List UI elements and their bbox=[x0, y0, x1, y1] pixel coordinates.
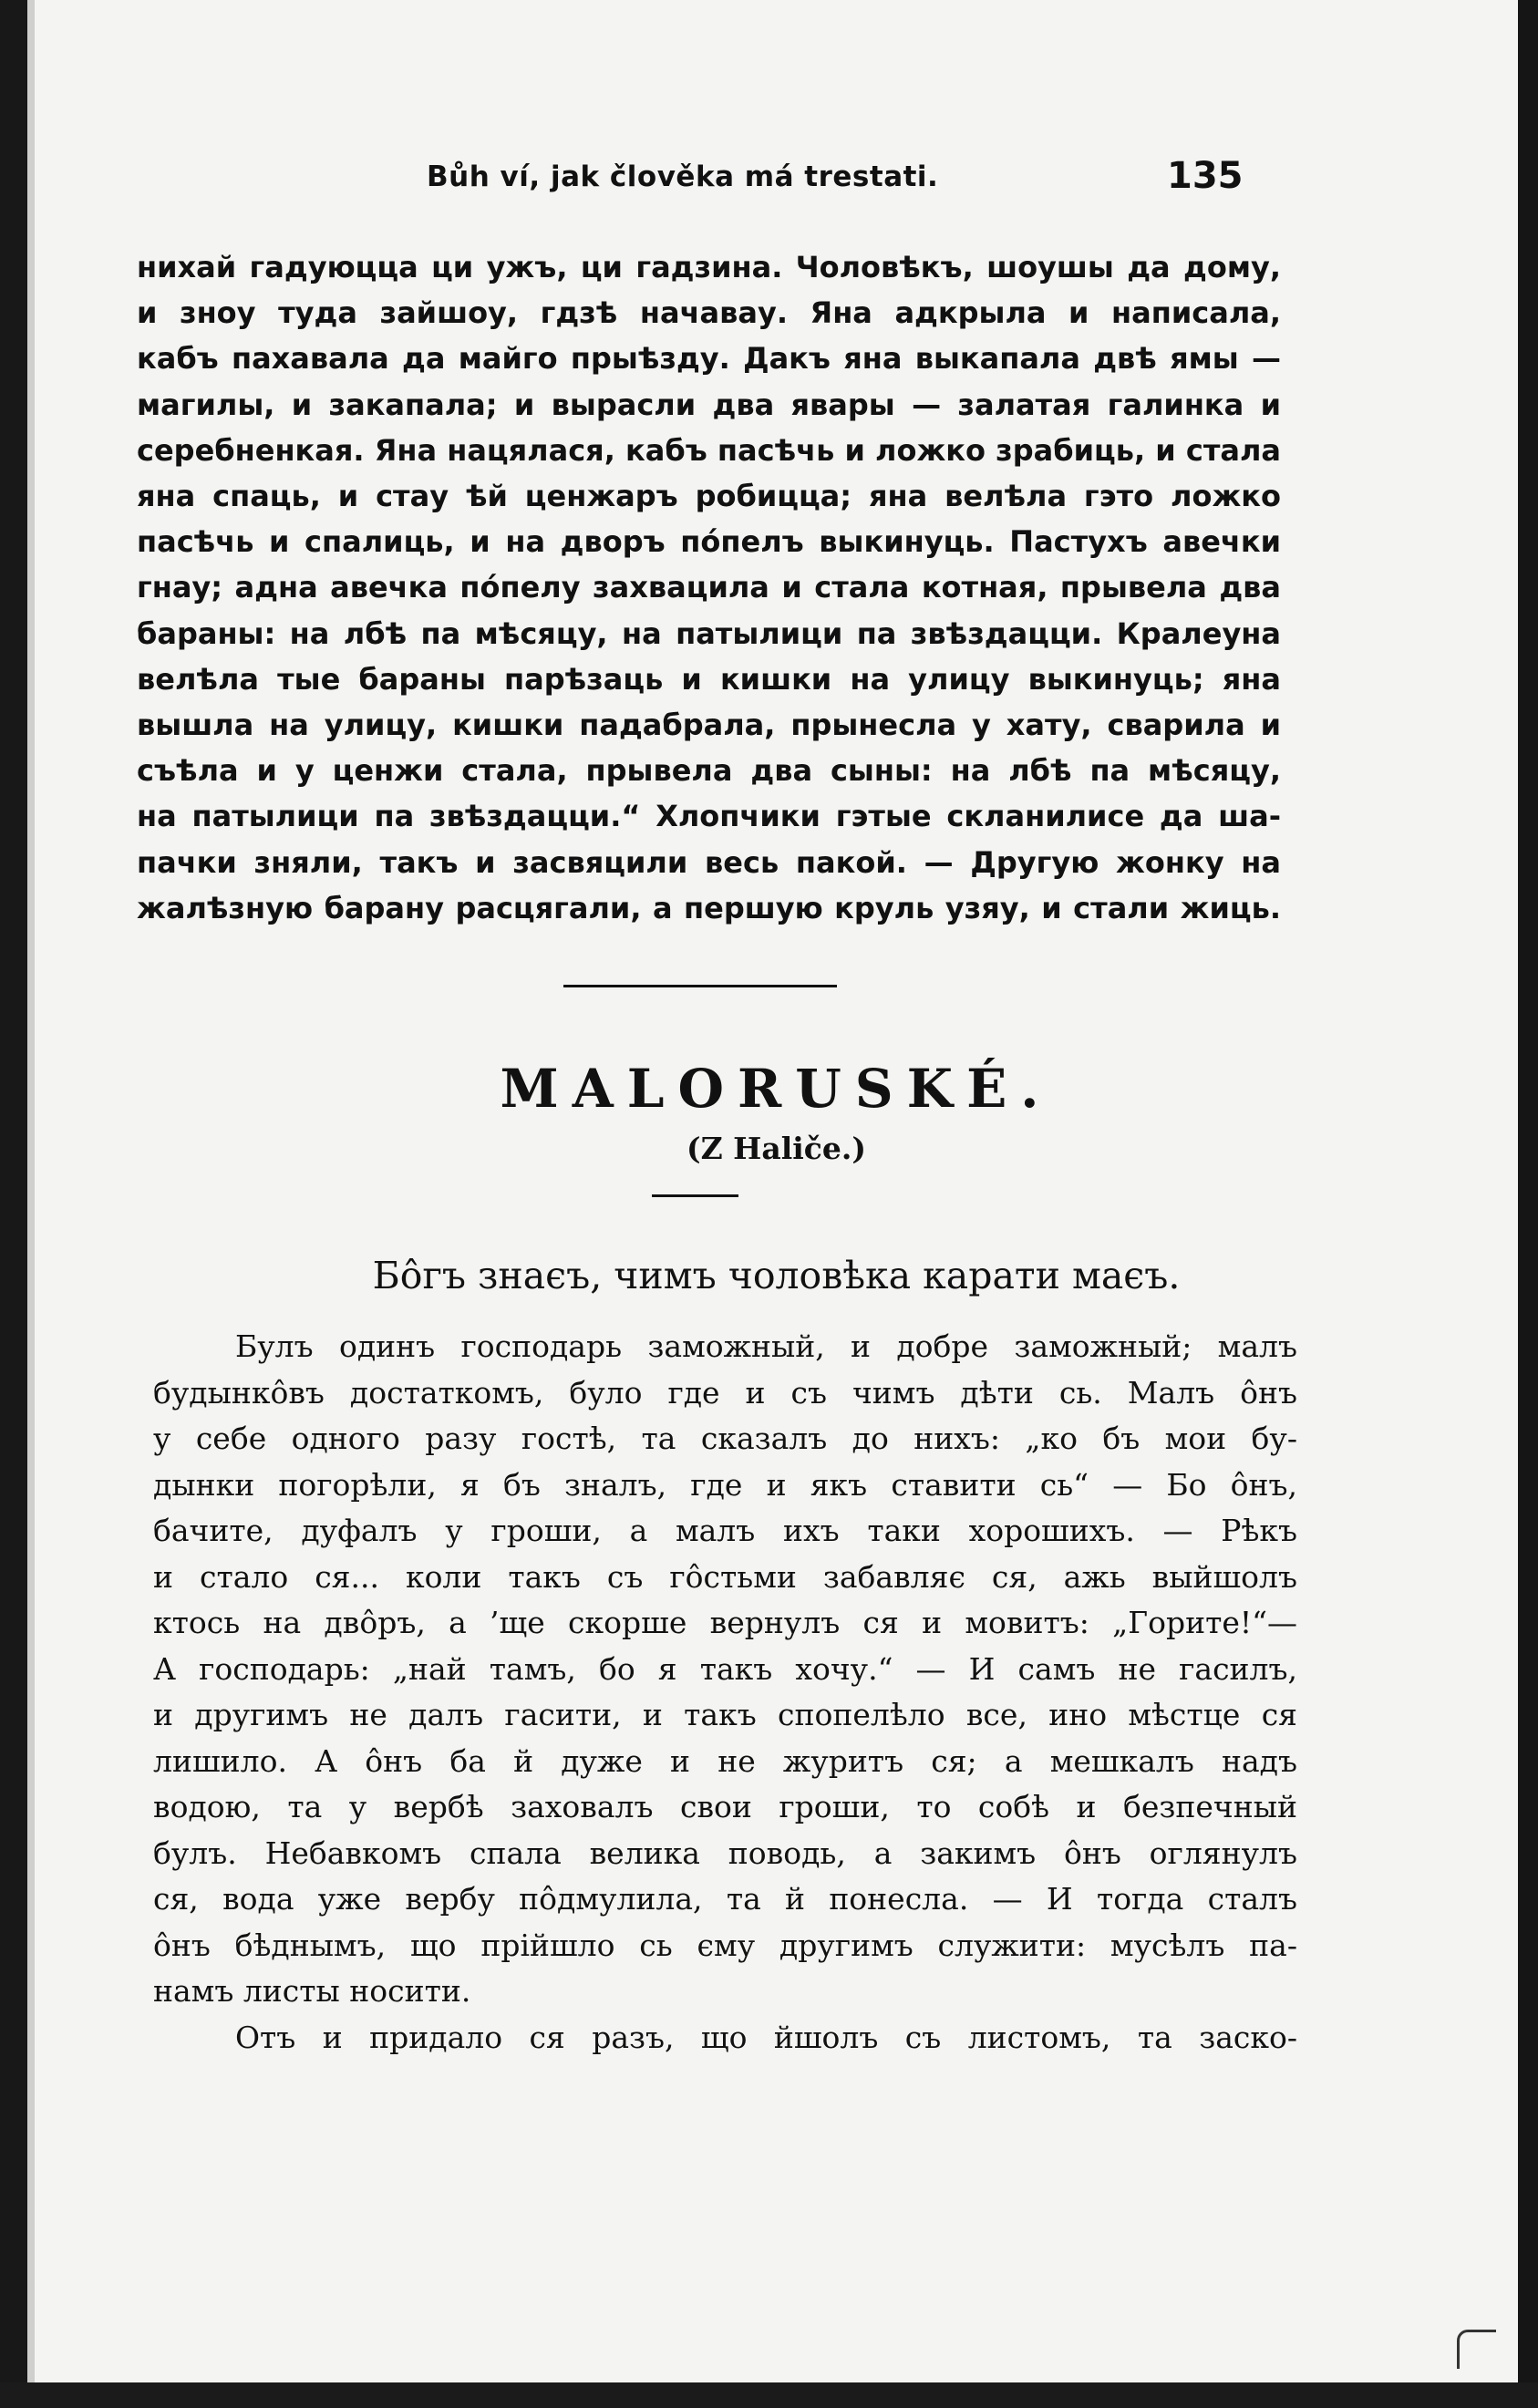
section-subtitle: (Z Haliče.) bbox=[686, 1131, 867, 1166]
text-line: дынки погорѣли, я бъ зналъ, где и якъ ставити сь“ — Бо ôнъ, bbox=[153, 1466, 1297, 1503]
text-line: на патылици па звѣздацци.“ Хлопчики гэтые скланилисе да ша- bbox=[137, 799, 1281, 834]
text-line: намъ листы носити. bbox=[153, 1973, 471, 2009]
pencil-mark bbox=[1457, 2330, 1496, 2369]
text-line: серебненкая. Яна нацялася, кабъ пасѣчь и ложко зрабиць, и стала bbox=[137, 432, 1281, 468]
text-line: ся, вода уже вербу пôдмулила, та й понесла. — И тогда сталъ bbox=[153, 1881, 1297, 1917]
text-line: А господарь: „най тамъ, бо я такъ хочу.“ — И самъ не гасилъ, bbox=[153, 1650, 1297, 1687]
running-title: Bůh ví, jak člověka má trestati. bbox=[427, 160, 939, 193]
scan-border-right bbox=[1518, 0, 1538, 2408]
text-line: и зноу туда зайшоу, гдзѣ начавау. Яна адкрыла и написала, bbox=[137, 295, 1281, 331]
text-line: бачите, дуфалъ у гроши, а малъ ихъ таки хорошихъ. — Рѣкъ bbox=[153, 1513, 1297, 1548]
text-line: бараны: на лбѣ па мѣсяцу, на патылици па звѣздацци. Кралеуна bbox=[137, 615, 1281, 651]
belarusian-text-block bbox=[137, 244, 1281, 931]
text-line: будынкôвъ достаткомъ, було где и съ чимъ дѣти сь. Малъ ôнъ bbox=[153, 1374, 1297, 1411]
text-line: гнау; адна авечка пóпелу захвацила и стала котная, прывела два bbox=[137, 570, 1281, 605]
text-line: съѣла и у ценжи стала, прывела два сыны: на лбѣ па мѣсяцу, bbox=[137, 753, 1281, 789]
text-line: велѣла тые бараны парѣзаць и кишки на улицу выкинуць; яна bbox=[137, 661, 1281, 697]
text-line: лишило. А ôнъ ба й дуже и не журитъ ся; а мешкалъ надъ bbox=[153, 1742, 1297, 1779]
page-number: 135 bbox=[1167, 155, 1244, 197]
text-line: нихай гадуюцца ци ужъ, ци гадзина. Чоловѣкъ, шоушы да дому, bbox=[137, 250, 1281, 284]
text-line: и другимъ не далъ гасити, и такъ спопелѣло все, ино мѣстце ся bbox=[153, 1697, 1297, 1732]
subtitle-divider bbox=[652, 1194, 738, 1197]
text-line: яна спаць, и стау ѣй ценжаръ робицца; яна велѣла гэто ложко bbox=[137, 479, 1281, 514]
text-line: кабъ пахавала да майго прыѣзду. Дакъ яна выкапала двѣ ямы — bbox=[137, 341, 1281, 377]
book-page bbox=[35, 0, 1518, 2382]
text-line: Отъ и придало ся разъ, що йшолъ съ листомъ, та заско- bbox=[235, 2019, 1297, 2055]
text-line: вышла на улицу, кишки падабрала, прынесла у хату, сварила и bbox=[137, 708, 1281, 743]
text-line: у себе одного разу гостѣ, та сказалъ до нихъ: „ко бъ мои бу- bbox=[153, 1421, 1297, 1456]
text-line: жалѣзную барану расцягали, а першую круль узяу, и стали жиць. bbox=[137, 890, 1281, 925]
text-line: пасѣчь и спалиць, и на дворъ пóпелъ выкинуць. Пастухъ авечки bbox=[137, 524, 1281, 560]
text-line: магилы, и закапала; и вырасли два явары — залатая галинка и bbox=[137, 387, 1281, 422]
text-line: пачки зняли, такъ и засвяцили весь пакой. — Другую жонку на bbox=[137, 844, 1281, 880]
section-divider bbox=[563, 985, 837, 987]
page-header bbox=[35, 155, 1518, 210]
text-line: водою, та у вербѣ заховалъ свои гроши, то собѣ и безпечный bbox=[153, 1789, 1297, 1824]
scan-gutter bbox=[27, 0, 35, 2408]
text-line: булъ. Небавкомъ спала велика поводь, а закимъ ôнъ оглянулъ bbox=[153, 1834, 1297, 1871]
section-title: MALORUSKÉ. bbox=[500, 1058, 1053, 1120]
text-line: и стало ся... коли такъ съ гôстьми забавляє ся, ажь выйшолъ bbox=[153, 1558, 1297, 1595]
scan-border-left bbox=[0, 0, 27, 2408]
story-title: Бôгъ знаєъ, чимъ чоловѣка карати маєъ. bbox=[372, 1254, 1181, 1297]
scan-border-bottom bbox=[0, 2382, 1538, 2408]
text-line: ôнъ бѣднымъ, що прійшло сь єму другимъ служити: мусѣлъ па- bbox=[153, 1927, 1297, 1963]
text-line: Булъ одинъ господарь заможный, и добре заможный; малъ bbox=[235, 1328, 1297, 1364]
story-text-block bbox=[153, 1324, 1297, 2061]
text-line: ктось на двôръ, а ’ще скорше вернулъ ся и мовитъ: „Горите!“— bbox=[153, 1605, 1297, 1640]
